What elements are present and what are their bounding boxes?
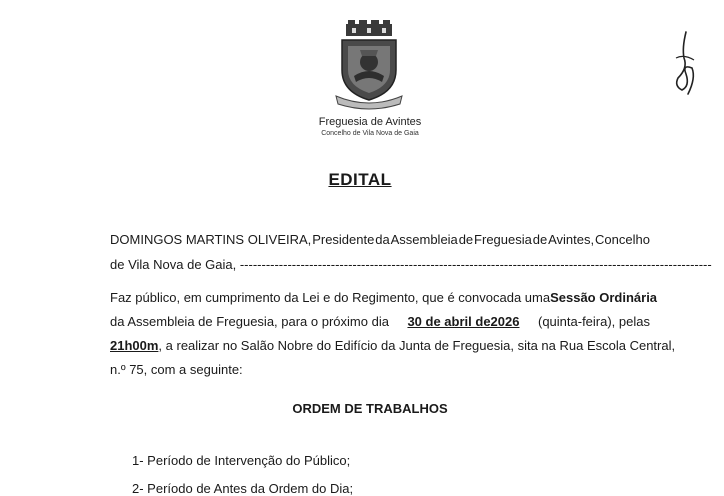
president-name: DOMINGOS MARTINS OLIVEIRA, (110, 232, 312, 247)
paragraph-text: (quinta-feira), pelas (537, 314, 650, 329)
coat-of-arms-icon (332, 20, 406, 106)
agenda-title: ORDEM DE TRABALHOS (292, 401, 448, 416)
intro-word: Freguesia (474, 232, 532, 247)
agenda-item: 1- Período de Intervenção do Público; (132, 453, 351, 468)
document-title: EDITAL (328, 170, 392, 189)
parish-name: Freguesia de Avintes (318, 116, 422, 128)
intro-line-1 (110, 232, 650, 247)
session-time: 21h00m (110, 338, 159, 353)
intro-word: Presidente (312, 232, 375, 247)
signature-mark (668, 28, 698, 98)
parish-subtitle: Concelho de Vila Nova de Gaia (321, 130, 419, 137)
intro-word: Concelho (595, 232, 650, 247)
paragraph-line-1 (110, 290, 658, 305)
paragraph-text: Faz público, em cumprimento da Lei e do Regimento, que é convocada uma (110, 290, 551, 305)
paragraph-line-4: n.º 75, com a seguinte: (110, 362, 243, 377)
intro-line-2: de Vila Nova de Gaia, ------------------------------------------------------------------------------------------------------------- (110, 257, 712, 272)
paragraph-text: da Assembleia de Freguesia, para o próximo dia (110, 314, 389, 329)
intro-word: Assembleia (390, 232, 458, 247)
intro-word: de (458, 232, 474, 247)
session-type: Sessão Ordinária (550, 290, 658, 305)
intro-word: Avintes, (548, 232, 595, 247)
agenda-item: 2- Período de Antes da Ordem do Dia; (132, 481, 354, 496)
intro-word: de (532, 232, 548, 247)
paragraph-text: , a realizar no Salão Nobre do Edifício da Junta de Freguesia, sita na Rua Escola Central, (158, 338, 676, 353)
session-date: 30 de abril de2026 (407, 314, 520, 329)
intro-word: da (375, 232, 390, 247)
paragraph-line-3 (110, 338, 676, 353)
paragraph-line-2 (110, 314, 650, 329)
